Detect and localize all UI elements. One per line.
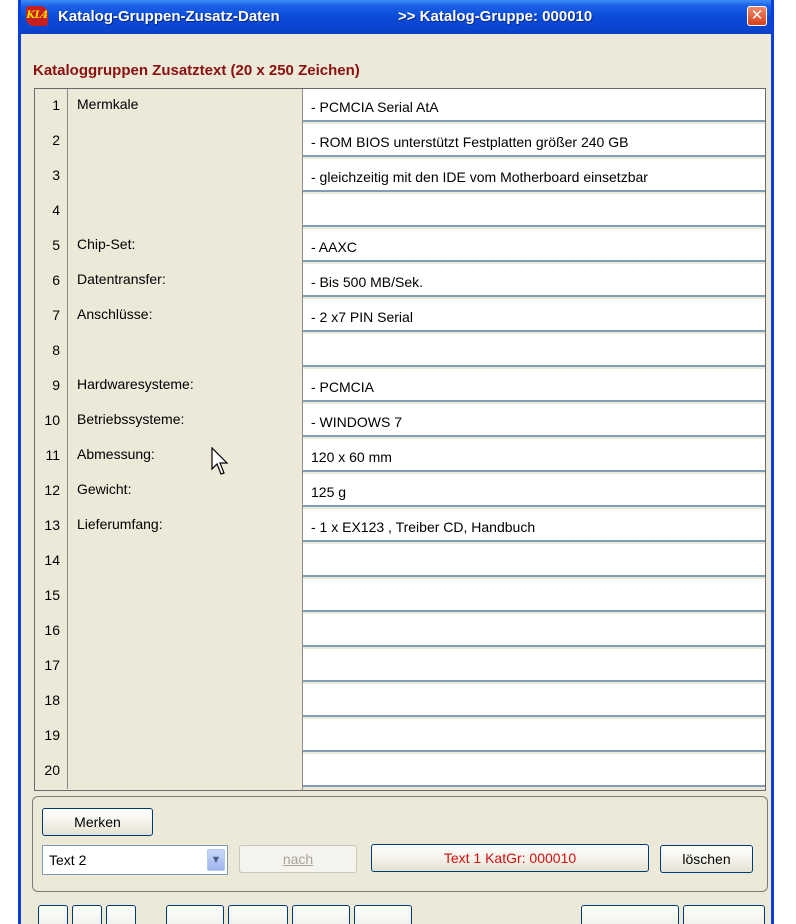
window-subtitle: >> Katalog-Gruppe: 000010 (398, 8, 593, 25)
table-row (35, 719, 765, 754)
bottom-toolbar-button-2[interactable] (72, 905, 102, 924)
row-number: 12 (35, 474, 68, 509)
row-number: 15 (35, 579, 68, 614)
row-value-field[interactable]: - 2 x7 PIN Serial (303, 299, 765, 332)
table-row (35, 124, 765, 159)
row-label[interactable]: Datentransfer: (77, 271, 166, 287)
table-row (35, 334, 765, 369)
row-label[interactable]: Anschlüsse: (77, 306, 153, 322)
table-row (35, 649, 765, 684)
row-value-field[interactable] (303, 544, 765, 577)
chevron-down-icon[interactable]: ▼ (207, 849, 225, 871)
row-number: 19 (35, 719, 68, 754)
row-label[interactable]: Chip-Set: (77, 236, 136, 252)
row-value-field[interactable]: - PCMCIA (303, 369, 765, 402)
row-value-field[interactable] (303, 194, 765, 227)
loeschen-button-label: löschen (682, 851, 731, 867)
row-label[interactable]: Abmessung: (77, 446, 155, 462)
row-value-field[interactable] (303, 719, 765, 752)
row-number: 3 (35, 159, 68, 194)
row-label[interactable]: Mermkale (77, 96, 139, 112)
row-value-field[interactable] (303, 334, 765, 367)
row-value-field[interactable] (303, 579, 765, 612)
table-row (35, 89, 765, 124)
table-row (35, 264, 765, 299)
text-select[interactable] (42, 845, 228, 875)
row-number: 7 (35, 299, 68, 334)
close-icon: ✕ (750, 7, 764, 24)
row-number: 10 (35, 404, 68, 439)
action-panel (32, 796, 768, 892)
bottom-toolbar-button-5[interactable] (228, 905, 288, 924)
table-row (35, 194, 765, 229)
row-number: 18 (35, 684, 68, 719)
text1-katgr-button[interactable]: Text 1 KatGr: 000010 (371, 844, 649, 872)
row-number: 9 (35, 369, 68, 404)
row-number: 1 (35, 89, 68, 124)
bottom-toolbar-button-4[interactable] (166, 905, 224, 924)
mouse-pointer-icon (211, 447, 229, 477)
table-row (35, 369, 765, 404)
bottom-toolbar-button-1[interactable] (38, 905, 68, 924)
row-value-field[interactable]: - PCMCIA Serial AtA (303, 89, 765, 122)
bottom-toolbar-button-6[interactable] (292, 905, 350, 924)
row-value-field[interactable] (303, 649, 765, 682)
table-row (35, 509, 765, 544)
row-value-field[interactable]: 120 x 60 mm (303, 439, 765, 472)
table-row (35, 474, 765, 509)
table-row (35, 404, 765, 439)
nach-button-label: nach (282, 851, 314, 867)
row-value-field[interactable]: - Bis 500 MB/Sek. (303, 264, 765, 297)
row-number: 8 (35, 334, 68, 369)
text-select-value: Text 2 (49, 852, 87, 868)
close-button[interactable] (747, 6, 767, 26)
row-number: 16 (35, 614, 68, 649)
row-number: 6 (35, 264, 68, 299)
row-value-field[interactable]: - 1 x EX123 , Treiber CD, Handbuch (303, 509, 765, 542)
row-label[interactable]: Lieferumfang: (77, 516, 163, 532)
table-row (35, 159, 765, 194)
table-row (35, 754, 765, 789)
row-label[interactable]: Betriebssysteme: (77, 411, 185, 427)
section-label: Kataloggruppen Zusatztext (20 x 250 Zeichen) (33, 62, 360, 79)
bottom-toolbar-button-7[interactable] (354, 905, 412, 924)
app-logo-icon: KL4 (26, 6, 48, 26)
row-value-field[interactable] (303, 754, 765, 787)
row-number: 5 (35, 229, 68, 264)
row-number: 17 (35, 649, 68, 684)
merken-button[interactable]: Merken (42, 808, 153, 836)
title-bar[interactable] (21, 0, 771, 34)
row-value-field[interactable]: - gleichzeitig mit den IDE vom Motherboard einsetzbar (303, 159, 765, 192)
row-value-field[interactable]: - WINDOWS 7 (303, 404, 765, 437)
nach-button[interactable] (239, 845, 357, 873)
row-number: 2 (35, 124, 68, 159)
row-number: 20 (35, 754, 68, 789)
row-label[interactable]: Hardwaresysteme: (77, 376, 194, 392)
table-row (35, 614, 765, 649)
row-number: 14 (35, 544, 68, 579)
row-number: 4 (35, 194, 68, 229)
row-value-field[interactable]: 125 g (303, 474, 765, 507)
table-row (35, 684, 765, 719)
loeschen-button[interactable] (660, 845, 753, 873)
table-row (35, 299, 765, 334)
row-value-field[interactable] (303, 684, 765, 717)
catalog-group-extra-data-window (18, 0, 774, 924)
row-value-field[interactable]: - ROM BIOS unterstützt Festplatten größer 240 GB (303, 124, 765, 157)
row-number: 11 (35, 439, 68, 474)
row-value-field[interactable]: - AAXC (303, 229, 765, 262)
row-value-field[interactable] (303, 614, 765, 647)
window-title: Katalog-Gruppen-Zusatz-Daten (58, 8, 280, 25)
bottom-toolbar-button-8[interactable] (581, 905, 679, 924)
table-row (35, 544, 765, 579)
bottom-toolbar-button-3[interactable] (106, 905, 136, 924)
table-row (35, 439, 765, 474)
table-row (35, 229, 765, 264)
bottom-toolbar-button-9[interactable] (683, 905, 765, 924)
extra-text-grid (34, 88, 766, 791)
row-number: 13 (35, 509, 68, 544)
table-row (35, 579, 765, 614)
row-label[interactable]: Gewicht: (77, 481, 132, 497)
